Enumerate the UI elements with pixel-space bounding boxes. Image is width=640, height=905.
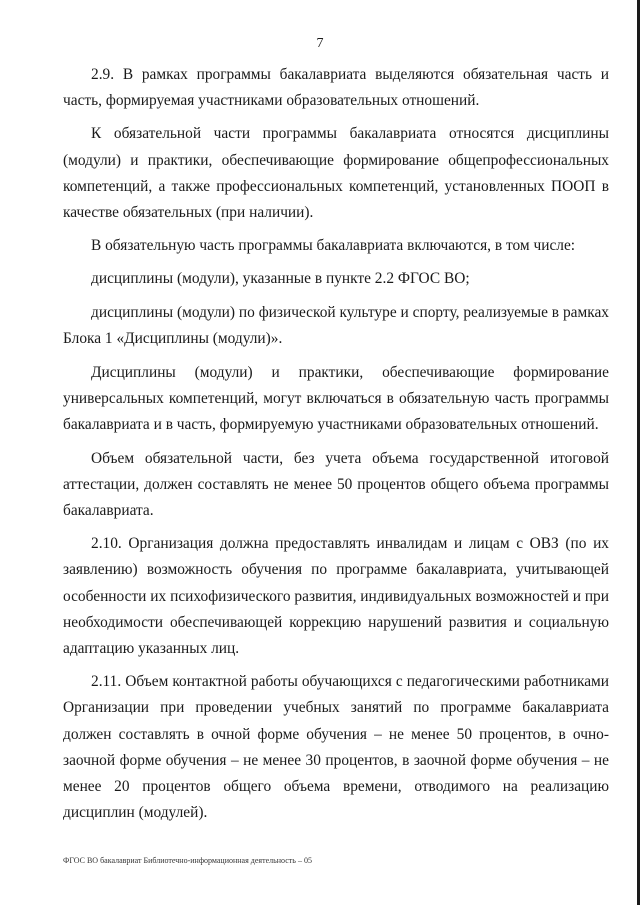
paragraph-mandatory-includes: В обязательную часть программы бакалавриата включаются, в том числе: (91, 237, 576, 255)
paragraph-mandatory-volume: Объем обязательной части, без учета объема государственной итоговой аттестации, должен составлять не менее 50 процентов общего объема программы бакалавриата. (63, 449, 609, 520)
page-footer: ФГОС ВО бакалавриат Библиотечно-информационная деятельность – 05 (63, 856, 312, 865)
document-body (63, 62, 609, 833)
paragraph-physical-culture: дисциплины (модули) по физической культуре и спорту, реализуемые в рамках Блока 1 «Дисциплины (модули)». (63, 303, 609, 347)
paragraph-universal-competencies: Дисциплины (модули) и практики, обеспечивающие формирование универсальных компетенций, могут включаться в обязательную часть программы бакалавриата и в часть, формируемую участниками образовательных отношений. (63, 364, 609, 434)
paragraph-disciplines-2-2: дисциплины (модули), указанные в пункте 2.2 ФГОС ВО; (91, 270, 470, 288)
page-number: 7 (316, 36, 324, 51)
paragraph-2-10: 2.10. Организация должна предоставлять инвалидам и лицам с ОВЗ (по их заявлению) возможность обучения по программе бакалавриата, учитывающей особенности их психофизического развития, индивидуальных возможностей и при необходимости обеспечивающей коррекцию нарушений развития и социальную адаптацию указанных лиц. (63, 535, 609, 658)
paragraph-2-11: 2.11. Объем контактной работы обучающихся с педагогическими работниками Организации при проведении учебных занятий по программе бакалавриата должен составлять в очной форме обучения – не менее 50 процентов, в очно-заочной форме обучения – не менее 30 процентов, в заочной форме обучения – не менее 20 процентов общего объема времени, отводимого на реализацию дисциплин (модулей). (63, 673, 609, 822)
paragraph-2-9: 2.9. В рамках программы бакалавриата выделяются обязательная часть и часть, формируемая участниками образовательных отношений. (63, 66, 609, 110)
paragraph-mandatory-part: К обязательной части программы бакалавриата относятся дисциплины (модули) и практики, обеспечивающие формирование общепрофессиональных компетенций, а также профессиональных компетенций, установленных ПООП в качестве обязательных (при наличии). (63, 125, 609, 222)
